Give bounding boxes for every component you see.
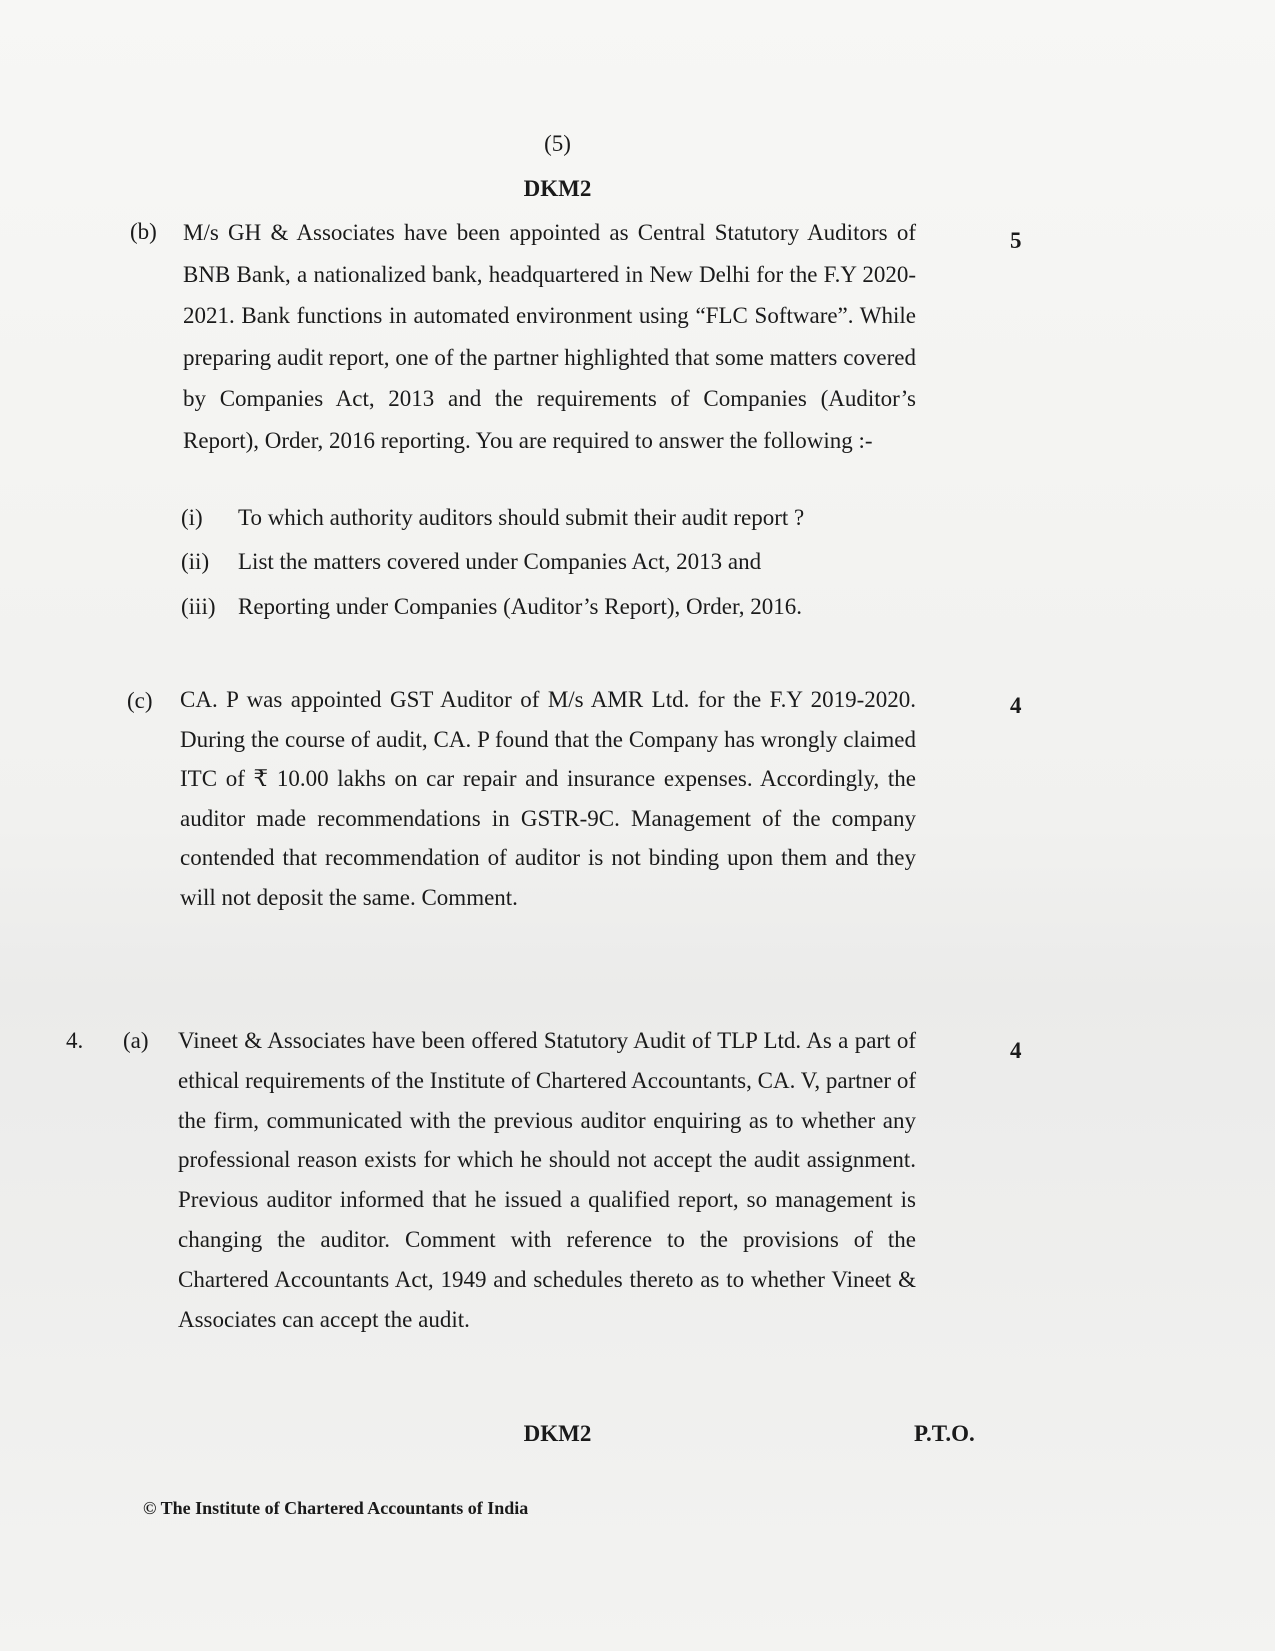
q3b-sub-ii-label: (ii) [181, 549, 210, 574]
q4a-label: (a) [123, 1028, 149, 1053]
copyright-notice: © The Institute of Chartered Accountants of India [143, 1498, 529, 1518]
q3b-text: M/s GH & Associates have been appointed as Central Statutory Auditors of BNB Bank, a nationalized bank, headquartered in New Delhi for the F.Y 2020-2021. Bank functions in automated environment using “FLC Software”. While preparing audit report, one of the partner highlighted that some matters covered by Companies Act, 2013 and the requirements of Companies (Auditor’s Report), Order, 2016 reporting. You are required to answer the following :- [183, 220, 916, 453]
q4-number: 4. [66, 1028, 84, 1053]
q3b-label: (b) [130, 219, 157, 244]
q3c-text: CA. P was appointed GST Auditor of M/s AMR Ltd. for the F.Y 2019-2020. During the course of audit, CA. P found that the Company has wrongly claimed ITC of ₹ 10.00 lakhs on car repair and insurance expenses. Accordingly, the auditor made recommendations in GSTR-9C. Management of the company contended that recommendation of auditor is not binding upon them and they will not deposit the same. Comment. [180, 687, 916, 910]
pto-label: P.T.O. [914, 1421, 975, 1446]
q4a-marks: 4 [1010, 1038, 1022, 1063]
q3b-sub-iii-label: (iii) [181, 594, 216, 619]
paper-code-footer: DKM2 [523, 1421, 592, 1446]
q3b-sub-iii-text: Reporting under Companies (Auditor’s Report), Order, 2016. [238, 594, 802, 619]
q3b-sub-ii-text: List the matters covered under Companies Act, 2013 and [238, 549, 762, 574]
q4a-text: Vineet & Associates have been offered Statutory Audit of TLP Ltd. As a part of ethical requirements of the Institute of Chartered Accountants, CA. V, partner of the firm, communicated with the previous auditor enquiring as to whether any professional reason exists for which he should not accept the audit assignment. Previous auditor informed that he issued a qualified report, so management is changing the auditor. Comment with reference to the provisions of the Chartered Accountants Act, 1949 and schedules thereto as to whether Vineet & Associates can accept the audit. [178, 1028, 916, 1332]
paper-code-header: DKM2 [523, 176, 592, 201]
q3b-sub-i-label: (i) [181, 505, 203, 530]
q3c-marks: 4 [1010, 693, 1022, 718]
page-number: (5) [544, 131, 571, 156]
q3c-label: (c) [127, 688, 153, 713]
q3b-marks: 5 [1010, 228, 1022, 253]
q3b-sub-i-text: To which authority auditors should submit their audit report ? [238, 505, 805, 530]
